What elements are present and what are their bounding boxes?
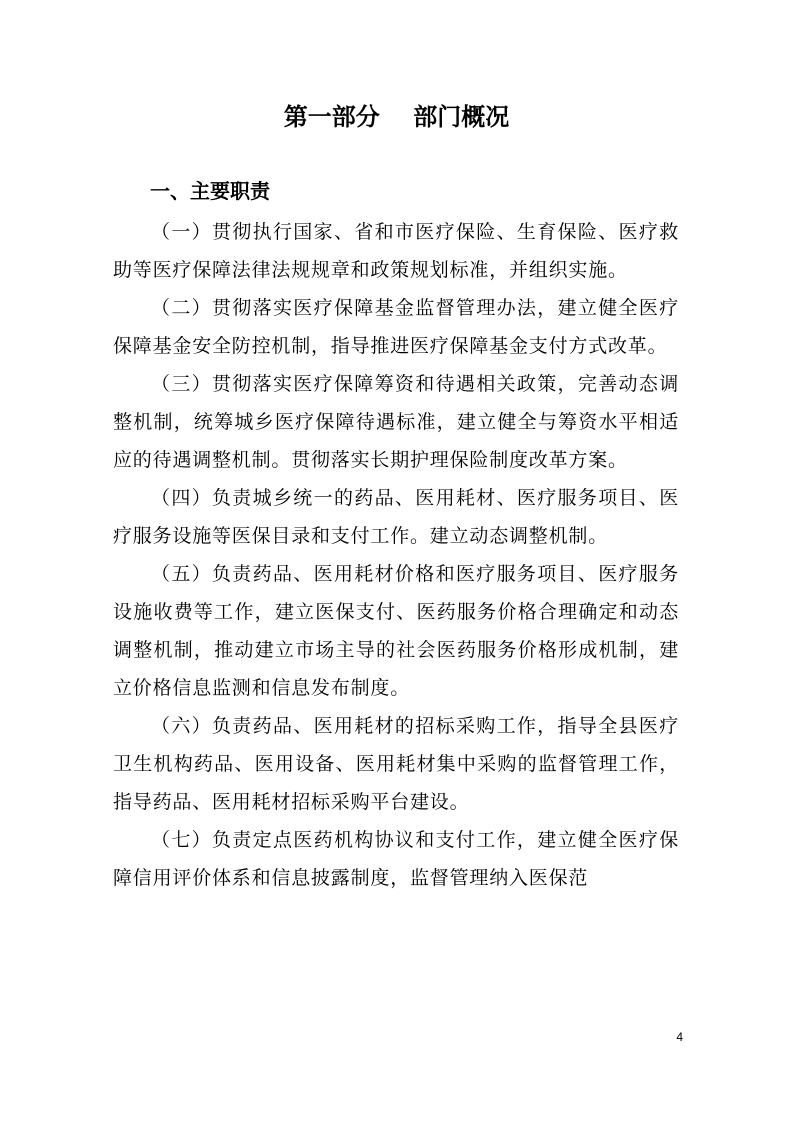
paragraph-2: （二）贯彻落实医疗保障基金监督管理办法，建立健全医疗保障基金安全防控机制，指导推进医疗保障基金支付方式改革。 — [113, 297, 679, 357]
paragraph-5: （五）负责药品、医用耗材价格和医疗服务项目、医疗服务设施收费等工作，建立医保支付、医药服务价格合理确定和动态调整机制，推动建立市场主导的社会医药服务价格形成机制，建立价格信息监测和信息发布制度。 — [113, 563, 679, 699]
paragraph-6: （六）负责药品、医用耗材的招标采购工作，指导全县医疗卫生机构药品、医用设备、医用耗材集中采购的监督管理工作，指导药品、医用耗材招标采购平台建设。 — [113, 715, 679, 813]
page-title: 第一部分 部门概况 — [283, 103, 510, 131]
document-body — [113, 213, 679, 897]
section-heading: 一、主要职责 — [150, 179, 270, 203]
paragraph-7: （七）负责定点医药机构协议和支付工作，建立健全医疗保障信用评价体系和信息披露制度，监督管理纳入医保范 — [113, 829, 679, 889]
paragraph-3: （三）贯彻落实医疗保障筹资和待遇相关政策，完善动态调整机制，统筹城乡医疗保障待遇标准，建立健全与筹资水平相适应的待遇调整机制。贯彻落实长期护理保险制度改革方案。 — [113, 373, 679, 471]
paragraph-4: （四）负责城乡统一的药品、医用耗材、医疗服务项目、医疗服务设施等医保目录和支付工作。建立动态调整机制。 — [113, 487, 679, 547]
page-number: 4 — [676, 1030, 683, 1044]
paragraph-1: （一）贯彻执行国家、省和市医疗保险、生育保险、医疗救助等医疗保障法律法规规章和政策规划标准，并组织实施。 — [113, 221, 679, 281]
